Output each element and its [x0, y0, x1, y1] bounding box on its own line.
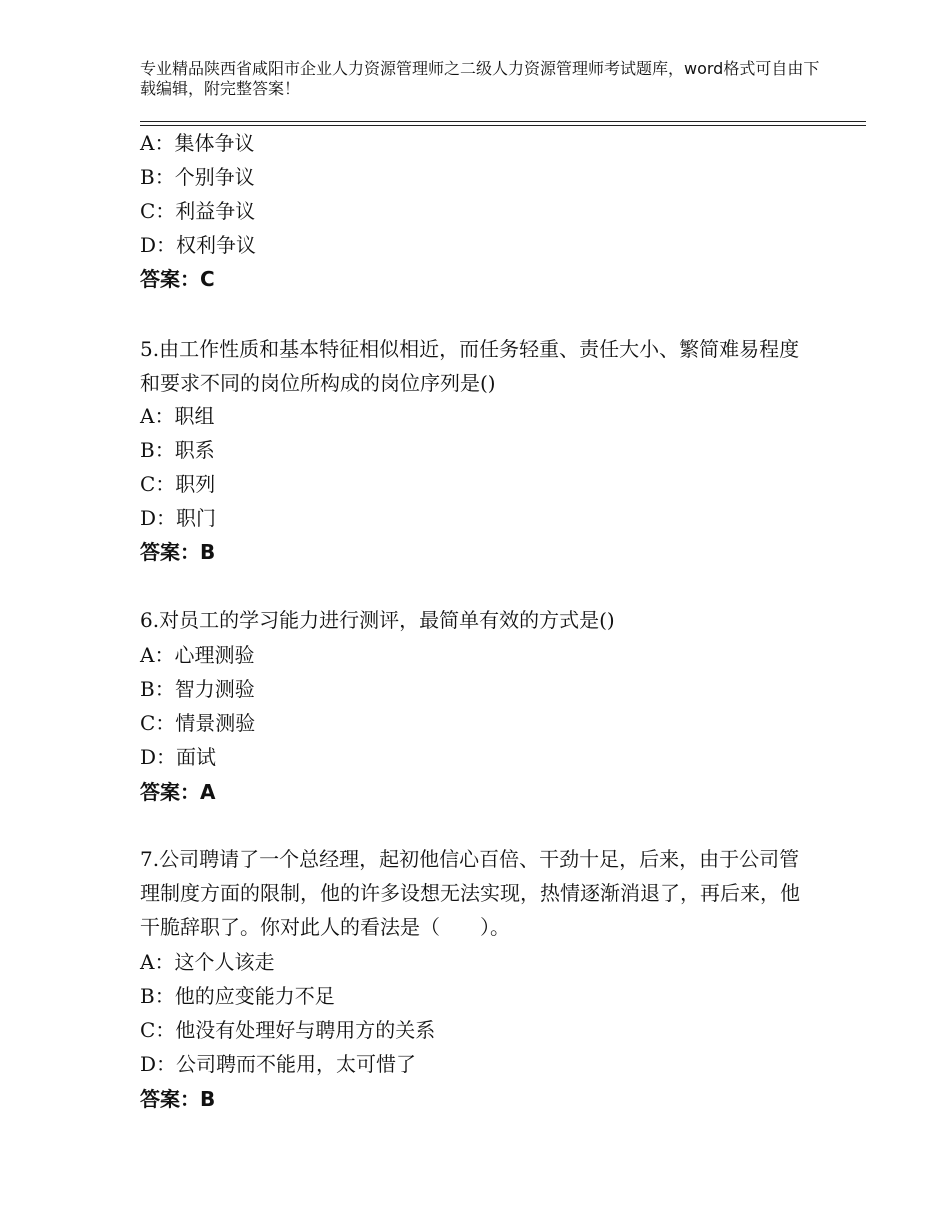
header-rule-bottom — [140, 125, 866, 126]
document-header: 专业精品陕西省咸阳市企业人力资源管理师之二级人力资源管理师考试题库，word格式可自由下载编辑，附完整答案！ — [140, 59, 820, 98]
q5-option-a: A：职组 — [140, 404, 215, 428]
q4-option-d: D：权利争议 — [140, 233, 257, 257]
q6-option-c: C：情景测验 — [140, 711, 256, 735]
q6-stem: 6.对员工的学习能力进行测评，最简单有效的方式是() — [140, 608, 615, 632]
q4-option-c: C：利益争议 — [140, 199, 256, 223]
q5-option-b: B：职系 — [140, 438, 215, 462]
q4-answer: 答案：C — [140, 267, 215, 291]
q6-option-d: D：面试 — [140, 745, 217, 769]
q4-option-b: B：个别争议 — [140, 165, 255, 189]
q6-answer: 答案：A — [140, 780, 216, 804]
q7-option-d: D：公司聘而不能用，太可惜了 — [140, 1052, 417, 1076]
q6-option-a: A：心理测验 — [140, 643, 255, 667]
q7-option-c: C：他没有处理好与聘用方的关系 — [140, 1018, 436, 1042]
header-rule-top — [140, 121, 866, 122]
q5-answer: 答案：B — [140, 540, 216, 564]
q4-option-a: A：集体争议 — [140, 131, 255, 155]
q7-option-a: A：这个人该走 — [140, 950, 275, 974]
q7-option-b: B：他的应变能力不足 — [140, 984, 335, 1008]
q6-option-b: B：智力测验 — [140, 677, 255, 701]
q5-option-c: C：职列 — [140, 472, 216, 496]
q7-stem: 7.公司聘请了一个总经理，起初他信心百倍、干劲十足，后来，由于公司管理制度方面的限制，他的许多设想无法实现，热情逐渐消退了，再后来，他干脆辞职了。你对此人的看法是（ ）。 — [140, 847, 800, 939]
q5-option-d: D：职门 — [140, 506, 217, 530]
q7-answer: 答案：B — [140, 1087, 216, 1111]
q5-stem: 5.由工作性质和基本特征相似相近，而任务轻重、责任大小、繁简难易程度和要求不同的岗位所构成的岗位序列是() — [140, 337, 800, 395]
